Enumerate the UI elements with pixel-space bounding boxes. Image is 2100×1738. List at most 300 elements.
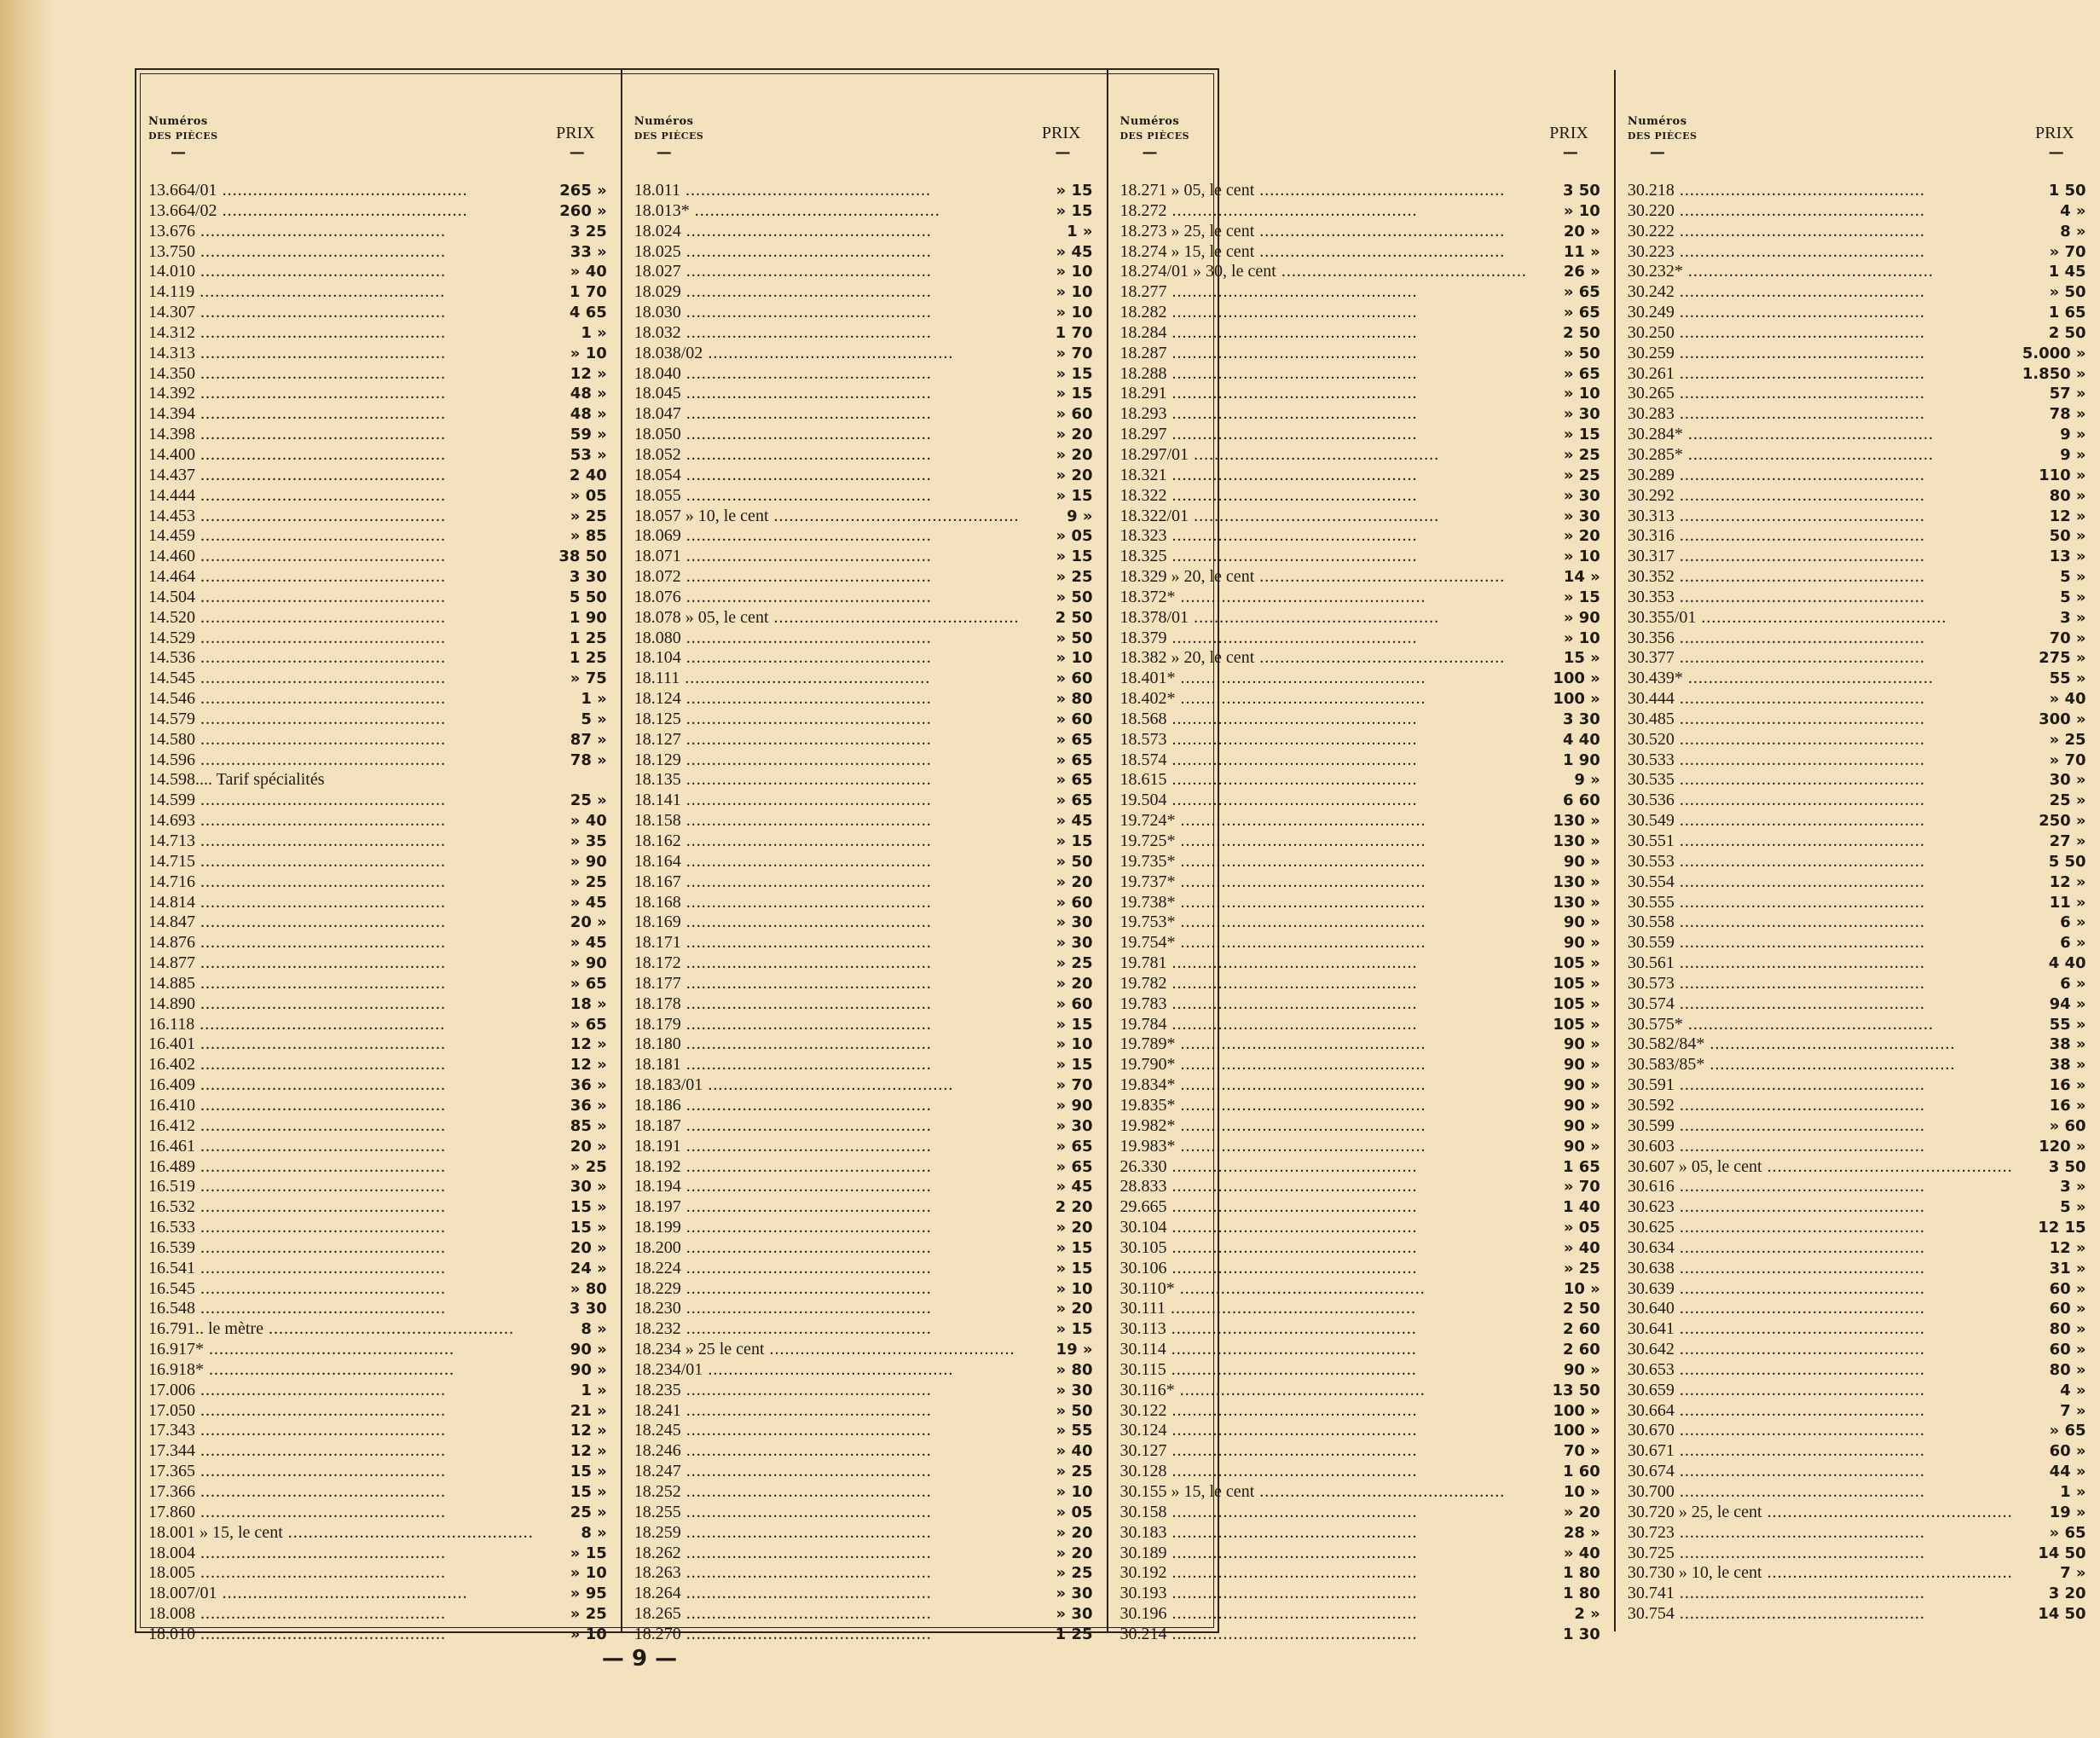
price: 15 » xyxy=(570,1198,607,1217)
table-row xyxy=(148,262,610,282)
part-number: 30.583/85* ..... xyxy=(1628,1055,2013,1075)
price: 90 » xyxy=(1563,1035,1600,1054)
table-row xyxy=(1120,730,1604,750)
price: 50 » xyxy=(2049,527,2086,546)
price: » 25 xyxy=(1563,445,1600,464)
table-row xyxy=(148,953,610,974)
price: » 50 xyxy=(1056,629,1093,647)
price: » 25 xyxy=(1563,466,1600,484)
table-row xyxy=(1628,1279,2090,1300)
price: 6 » xyxy=(2060,913,2086,932)
price: » 25 xyxy=(1056,1564,1093,1583)
part-number: 19.725* ..... xyxy=(1120,831,1527,852)
price: 130 » xyxy=(1553,812,1600,831)
table-row xyxy=(634,262,1096,282)
table-row xyxy=(1628,323,2090,344)
part-number: 30.292 ..... xyxy=(1628,486,2013,507)
table-row xyxy=(1120,344,1604,364)
part-number: 18.325 ..... xyxy=(1120,547,1527,567)
part-number: 30.115 ..... xyxy=(1120,1360,1527,1381)
table-row xyxy=(1628,1177,2090,1197)
part-number: 14.392 ..... xyxy=(148,384,534,404)
part-number: 14.716 ..... xyxy=(148,872,534,893)
price-column-1 xyxy=(136,70,622,1643)
price: » 10 xyxy=(1056,263,1093,281)
price: 21 » xyxy=(570,1401,607,1420)
price: 1 50 xyxy=(2048,182,2086,200)
part-number: 18.401* ..... xyxy=(1120,669,1527,689)
part-number: 18.032 ..... xyxy=(634,323,1020,344)
part-number: 30.653 ..... xyxy=(1628,1360,2013,1381)
table-row xyxy=(148,933,610,953)
price: » 35 xyxy=(570,832,607,850)
price: 38 50 xyxy=(558,547,607,566)
price: » 15 xyxy=(1056,385,1093,403)
table-row xyxy=(1120,648,1604,669)
table-row xyxy=(1120,547,1604,567)
table-row xyxy=(148,303,610,323)
part-number: 19.735* ..... xyxy=(1120,852,1527,872)
price: 12 » xyxy=(570,364,607,383)
table-row xyxy=(1120,1157,1604,1178)
part-number: 18.274/01 » 30, le cent ..... xyxy=(1120,262,1527,282)
part-number: 18.005 ..... xyxy=(148,1563,534,1584)
table-row xyxy=(1120,1177,1604,1197)
table-row xyxy=(148,1075,610,1096)
part-number: 30.634 ..... xyxy=(1628,1238,2013,1259)
part-number: 30.741 ..... xyxy=(1628,1584,2013,1604)
header-dash-left: — xyxy=(656,143,672,161)
table-row xyxy=(634,811,1096,831)
part-number: 18.076 ..... xyxy=(634,588,1020,608)
part-number: 18.025 ..... xyxy=(634,242,1020,263)
part-number: 18.010 ..... xyxy=(148,1625,534,1645)
part-number: 18.259 ..... xyxy=(634,1523,1020,1544)
part-number: 18.282 ..... xyxy=(1120,303,1527,323)
price: » 30 xyxy=(1563,507,1600,525)
part-number: 18.573 ..... xyxy=(1120,730,1527,750)
price: 1 40 xyxy=(1562,1198,1600,1217)
table-row xyxy=(1628,1157,2090,1178)
part-number: 30.283 ..... xyxy=(1628,404,2013,425)
price: 9 » xyxy=(1067,507,1093,525)
table-row xyxy=(1120,750,1604,771)
price: » 65 xyxy=(1563,304,1600,322)
table-row xyxy=(634,201,1096,222)
part-number: 17.343 ..... xyxy=(148,1421,534,1441)
part-number: 30.232* ..... xyxy=(1628,262,2013,282)
price: 15 » xyxy=(570,1483,607,1501)
table-row xyxy=(634,526,1096,547)
part-number: 18.055 ..... xyxy=(634,486,1020,507)
prix-label: PRIX xyxy=(2034,124,2074,142)
part-number: 13.664/01 ..... xyxy=(148,181,534,201)
part-number: 18.181 ..... xyxy=(634,1055,1020,1075)
part-number: 16.118 ..... xyxy=(148,1015,534,1035)
part-number: 18.382 » 20, le cent ..... xyxy=(1120,648,1527,669)
table-row xyxy=(1120,404,1604,425)
price: » 05 xyxy=(570,486,607,505)
part-number: 19.753* ..... xyxy=(1120,912,1527,933)
price: 78 » xyxy=(570,750,607,769)
price: » 10 xyxy=(1563,385,1600,403)
part-number: 14.546 ..... xyxy=(148,689,534,710)
table-row xyxy=(148,222,610,242)
part-number: 14.529 ..... xyxy=(148,629,534,649)
part-number: 30.220 ..... xyxy=(1628,201,2013,222)
numeros-label: Numéros xyxy=(1119,115,1180,128)
price: 100 » xyxy=(1553,1401,1600,1420)
price: » 15 xyxy=(1056,1320,1093,1339)
price: 12 » xyxy=(570,1422,607,1440)
table-row xyxy=(634,1482,1096,1503)
price-column-4 xyxy=(1616,70,2100,1631)
part-number: 18.177 ..... xyxy=(634,974,1020,994)
part-number: 14.598.... Tarif spécialités xyxy=(148,770,325,790)
table-row xyxy=(1120,425,1604,445)
part-number: 18.262 ..... xyxy=(634,1544,1020,1564)
table-row xyxy=(1120,303,1604,323)
price: 11 » xyxy=(2049,893,2086,912)
price: » 90 xyxy=(1056,1096,1093,1115)
part-number: 30.127 ..... xyxy=(1120,1441,1527,1462)
price: 3 30 xyxy=(569,1300,607,1318)
price: 80 » xyxy=(2049,486,2086,505)
table-row xyxy=(148,1441,610,1462)
price: » 25 xyxy=(570,1157,607,1176)
header-dash-right: — xyxy=(1562,143,1578,161)
part-number: 18.001 » 15, le cent ..... xyxy=(148,1523,534,1544)
price: 9 » xyxy=(2060,426,2086,444)
price: » 25 xyxy=(570,872,607,891)
part-number: 16.533 ..... xyxy=(148,1218,534,1238)
table-row xyxy=(1120,1584,1604,1604)
table-row xyxy=(1120,1604,1604,1625)
table-row xyxy=(1628,852,2090,872)
price: 57 » xyxy=(2049,385,2086,403)
part-number: 14.312 ..... xyxy=(148,323,534,344)
table-row xyxy=(634,1340,1096,1360)
table-row xyxy=(1628,1544,2090,1564)
price: 260 » xyxy=(559,201,607,220)
des-pieces-label: DES PIÈCES xyxy=(148,130,218,142)
price: » 20 xyxy=(1563,527,1600,546)
part-number: 30.223 ..... xyxy=(1628,242,2013,263)
table-row xyxy=(148,1625,610,1645)
numeros-header xyxy=(148,114,218,143)
price: 90 » xyxy=(1563,1096,1600,1115)
part-number: 30.642 ..... xyxy=(1628,1340,2013,1360)
table-row xyxy=(1120,1096,1604,1116)
part-number: 30.265 ..... xyxy=(1628,384,2013,404)
table-row xyxy=(148,1137,610,1157)
part-number: 18.234 » 25 le cent ..... xyxy=(634,1340,1020,1360)
table-row xyxy=(1628,547,2090,567)
price: » 50 xyxy=(1563,344,1600,362)
price: » 10 xyxy=(1563,547,1600,566)
part-number: 19.754* ..... xyxy=(1120,933,1527,953)
table-row xyxy=(1628,588,2090,608)
price: 110 » xyxy=(2039,466,2086,484)
table-row xyxy=(634,1503,1096,1523)
table-row xyxy=(1120,1482,1604,1503)
part-number: 19.738* ..... xyxy=(1120,893,1527,913)
part-number: 18.574 ..... xyxy=(1120,750,1527,771)
table-row xyxy=(1120,608,1604,629)
table-row xyxy=(1628,181,2090,201)
price: » 10 xyxy=(570,1625,607,1643)
part-number: 18.011 ..... xyxy=(634,181,1020,201)
part-number: 18.194 ..... xyxy=(634,1177,1020,1197)
part-number: 18.297 ..... xyxy=(1120,425,1527,445)
price: » 05 xyxy=(1563,1219,1600,1237)
table-row xyxy=(634,1604,1096,1625)
part-number: 14.693 ..... xyxy=(148,811,534,831)
price: » 75 xyxy=(570,669,607,688)
numeros-label: Numéros xyxy=(148,115,208,128)
price: 100 » xyxy=(1553,669,1600,688)
part-number: 18.245 ..... xyxy=(634,1421,1020,1441)
table-row xyxy=(148,893,610,913)
price: 12 » xyxy=(2049,507,2086,525)
table-row xyxy=(634,344,1096,364)
part-number: 18.402* ..... xyxy=(1120,689,1527,710)
part-number: 13.664/02 ..... xyxy=(148,201,534,222)
table-row xyxy=(148,1421,610,1441)
part-number: 16.917* ..... xyxy=(148,1340,534,1360)
table-row xyxy=(1628,750,2090,771)
price: » 65 xyxy=(570,1015,607,1034)
price: 100 » xyxy=(1553,1422,1600,1440)
price: » 20 xyxy=(1056,1523,1093,1542)
price: 20 » xyxy=(1563,222,1600,240)
part-number: 14.877 ..... xyxy=(148,953,534,974)
price: 1 90 xyxy=(1562,750,1600,769)
table-row xyxy=(148,588,610,608)
price: 2 60 xyxy=(1562,1320,1600,1339)
table-row xyxy=(148,1177,610,1197)
table-row xyxy=(634,1137,1096,1157)
part-number: 17.365 ..... xyxy=(148,1462,534,1482)
table-row xyxy=(148,384,610,404)
price: 94 » xyxy=(2049,994,2086,1013)
price: » 30 xyxy=(1056,1605,1093,1624)
part-number: 18.321 ..... xyxy=(1120,466,1527,486)
table-row xyxy=(1120,893,1604,913)
part-number: 19.737* ..... xyxy=(1120,872,1527,893)
part-number: 30.700 ..... xyxy=(1628,1482,2013,1503)
table-row xyxy=(148,1218,610,1238)
part-number: 14.350 ..... xyxy=(148,364,534,385)
price: » 10 xyxy=(1056,1035,1093,1054)
price: 9 » xyxy=(1574,771,1600,790)
price: 275 » xyxy=(2039,649,2086,668)
part-number: 30.106 ..... xyxy=(1120,1259,1527,1279)
price: 9 » xyxy=(2060,445,2086,464)
part-number: 30.113 ..... xyxy=(1120,1319,1527,1340)
price: 15 » xyxy=(1563,649,1600,668)
price: 15 » xyxy=(570,1463,607,1481)
part-number: 18.378/01 ..... xyxy=(1120,608,1527,629)
rows xyxy=(1120,181,1604,1645)
price: » 40 xyxy=(570,263,607,281)
part-number: 30.533 ..... xyxy=(1628,750,2013,771)
part-number: 19.835* ..... xyxy=(1120,1096,1527,1116)
part-number: 18.164 ..... xyxy=(634,852,1020,872)
table-row xyxy=(148,1563,610,1584)
table-row xyxy=(634,242,1096,263)
part-number: 30.664 ..... xyxy=(1628,1401,2013,1422)
part-number: 18.273 » 25, le cent ..... xyxy=(1120,222,1527,242)
part-number: 18.229 ..... xyxy=(634,1279,1020,1300)
price: 2 50 xyxy=(2048,323,2086,342)
part-number: 30.640 ..... xyxy=(1628,1299,2013,1319)
price: 1 » xyxy=(581,1381,607,1399)
price: 55 » xyxy=(2049,669,2086,688)
price: » 65 xyxy=(1056,730,1093,749)
price: 3 30 xyxy=(1562,710,1600,728)
price: » 25 xyxy=(1056,1463,1093,1481)
price: » 60 xyxy=(1056,893,1093,912)
table-row xyxy=(1628,1604,2090,1625)
table-row xyxy=(634,608,1096,629)
price: 90 » xyxy=(570,1341,607,1359)
part-number: 14.580 ..... xyxy=(148,730,534,750)
part-number: 14.713 ..... xyxy=(148,831,534,852)
table-row xyxy=(1120,1563,1604,1584)
table-row xyxy=(1120,507,1604,527)
price: » 70 xyxy=(2049,242,2086,261)
part-number: 30.641 ..... xyxy=(1628,1319,2013,1340)
table-row xyxy=(1628,608,2090,629)
table-row xyxy=(1120,1421,1604,1441)
part-number: 30.607 » 05, le cent ..... xyxy=(1628,1157,2013,1178)
table-row xyxy=(148,1096,610,1116)
price: » 45 xyxy=(1056,812,1093,831)
table-row xyxy=(1628,1462,2090,1482)
prix-label: PRIX xyxy=(1549,124,1588,142)
part-number: 18.191 ..... xyxy=(634,1137,1020,1157)
table-row xyxy=(634,852,1096,872)
price: 3 20 xyxy=(2048,1584,2086,1603)
price: 1.850 » xyxy=(2022,364,2086,383)
table-row xyxy=(634,1075,1096,1096)
table-row xyxy=(1120,1625,1604,1645)
table-row xyxy=(1120,282,1604,303)
part-number: 18.057 » 10, le cent ..... xyxy=(634,507,1020,527)
price: 90 » xyxy=(1563,934,1600,953)
price: » 95 xyxy=(570,1584,607,1603)
price: 5 » xyxy=(2060,588,2086,606)
part-number: 16.401 ..... xyxy=(148,1034,534,1055)
table-row xyxy=(1120,466,1604,486)
table-row xyxy=(148,1604,610,1625)
price: 27 » xyxy=(2049,832,2086,850)
table-row xyxy=(1120,912,1604,933)
header-dash-left: — xyxy=(1649,143,1665,161)
price: » 25 xyxy=(1056,568,1093,587)
price: » 30 xyxy=(1563,486,1600,505)
part-number: 18.264 ..... xyxy=(634,1584,1020,1604)
rows xyxy=(148,181,610,1645)
part-number: 30.575* ..... xyxy=(1628,1015,2013,1035)
table-row xyxy=(148,466,610,486)
price: 12 15 xyxy=(2038,1219,2086,1237)
price: » 70 xyxy=(1056,344,1093,362)
price: 80 » xyxy=(2049,1320,2086,1339)
header-dash-left: — xyxy=(1142,143,1158,161)
price: 48 » xyxy=(570,385,607,403)
price: » 15 xyxy=(1056,547,1093,566)
part-number: 30.218 ..... xyxy=(1628,181,2013,201)
table-row xyxy=(1628,1197,2090,1218)
part-number: 18.284 ..... xyxy=(1120,323,1527,344)
price: » 10 xyxy=(1056,1279,1093,1298)
price: 44 » xyxy=(2049,1463,2086,1481)
table-row xyxy=(1628,1319,2090,1340)
part-number: 30.105 ..... xyxy=(1120,1238,1527,1259)
table-row xyxy=(1628,1218,2090,1238)
part-number: 30.591 ..... xyxy=(1628,1075,2013,1096)
table-row xyxy=(634,750,1096,771)
table-row xyxy=(1628,1482,2090,1503)
table-row xyxy=(1628,994,2090,1015)
table-row xyxy=(1120,791,1604,811)
rows xyxy=(1628,181,2090,1625)
price: 1 » xyxy=(581,323,607,342)
price: 26 » xyxy=(1563,263,1600,281)
price: » 30 xyxy=(1056,934,1093,953)
price: » 20 xyxy=(1056,466,1093,484)
table-row xyxy=(1120,1197,1604,1218)
table-row xyxy=(1628,425,2090,445)
table-row xyxy=(148,1340,610,1360)
price: 90 » xyxy=(1563,913,1600,932)
column-header xyxy=(634,89,1096,143)
part-number: 30.573 ..... xyxy=(1628,974,2013,994)
table-row xyxy=(634,588,1096,608)
part-number: 30.317 ..... xyxy=(1628,547,2013,567)
part-number: 18.054 ..... xyxy=(634,466,1020,486)
table-row xyxy=(1628,1401,2090,1422)
table-row xyxy=(148,547,610,567)
table-row xyxy=(1628,344,2090,364)
part-number: 18.322 ..... xyxy=(1120,486,1527,507)
part-number: 18.127 ..... xyxy=(634,730,1020,750)
price: » 15 xyxy=(1056,201,1093,220)
part-number: 19.983* ..... xyxy=(1120,1137,1527,1157)
table-row xyxy=(1120,242,1604,263)
table-row xyxy=(634,669,1096,689)
table-row xyxy=(1120,1401,1604,1422)
price: 78 » xyxy=(2049,405,2086,424)
table-row xyxy=(634,567,1096,588)
price: » 70 xyxy=(2049,750,2086,769)
table-row xyxy=(148,831,610,852)
part-number: 18.069 ..... xyxy=(634,526,1020,547)
price: 12 » xyxy=(570,1056,607,1075)
part-number: 18.247 ..... xyxy=(634,1462,1020,1482)
table-row xyxy=(148,1462,610,1482)
price: 90 » xyxy=(1563,852,1600,871)
table-row xyxy=(1120,1055,1604,1075)
table-row xyxy=(634,445,1096,466)
table-row xyxy=(1628,1259,2090,1279)
part-number: 18.179 ..... xyxy=(634,1015,1020,1035)
price: » 10 xyxy=(1056,649,1093,668)
table-row xyxy=(1628,872,2090,893)
price: » 65 xyxy=(2049,1422,2086,1440)
